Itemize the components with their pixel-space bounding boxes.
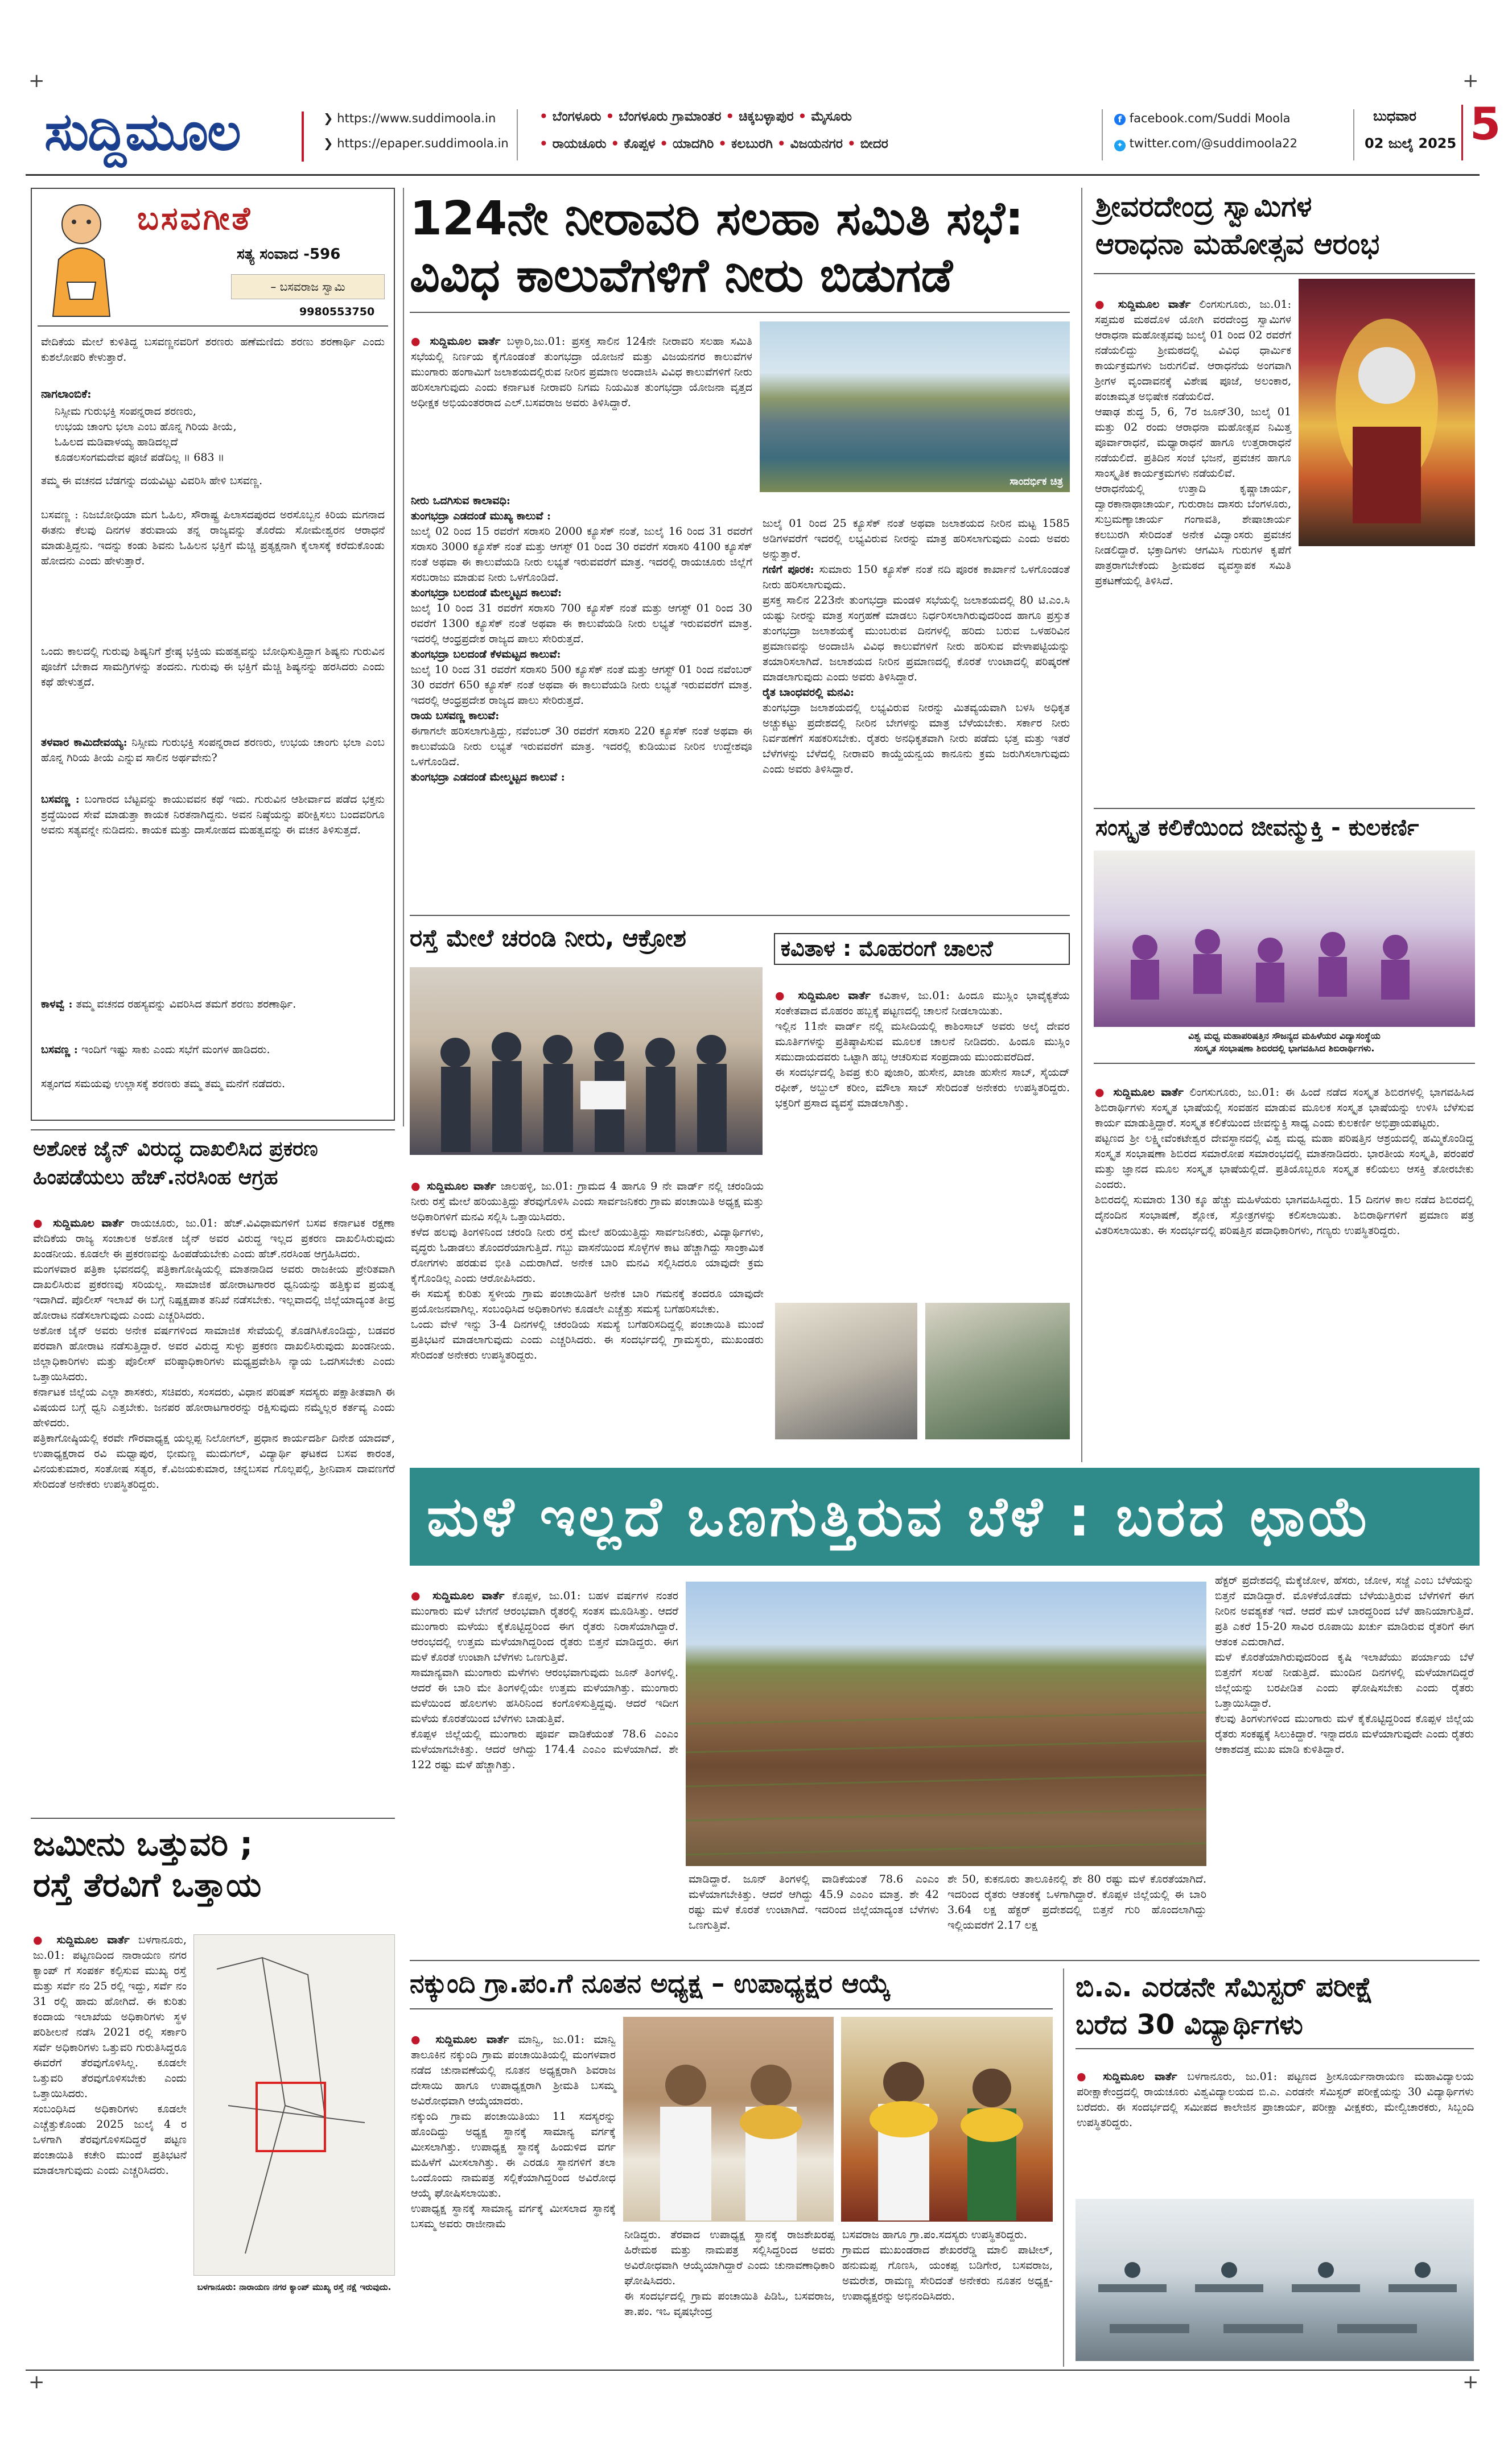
- canal-photo: [760, 321, 1070, 492]
- road-photo: [410, 967, 763, 1155]
- election-headline: ನಕ್ಕುಂದಿ ಗ್ರಾ.ಪಂ.ಗೆ ನೂತನ ಅಧ್ಯಕ್ಷ – ಉಪಾಧ್ಯಕ್ಷರ ಆಯ್ಕೆ: [410, 1968, 891, 1999]
- drought-banner: [410, 1468, 1480, 1566]
- chevron-right-icon: ❯: [323, 112, 337, 125]
- basava-reply: ಕಾಳವ್ವೆ : ತಮ್ಮ ವಚನದ ರಹಸ್ಯವನ್ನು ವಿವರಿಸಿದ ತಮಗೆ ಶರಣು ಶರಣಾರ್ಥಿ.: [41, 998, 296, 1010]
- irrigation-body-col2: ಜುಲೈ 01 ರಿಂದ 25 ಕ್ಯೂಸೆಕ್ ನಂತೆ ಅಥವಾ ಜಲಾಶಯದ ನೀರಿನ ಮಟ್ಟ 1585 ಅಡಿಗಳವರೆಗೆ ಇದರಲ್ಲಿ ಲಭ್ಯವಿರುವ ನೀರನ್ನು ಮಾತ್ರ ಹರಿಸಲಾಗುವುದು ಎಂದು ಅವರು ಅನ್ನುತ್ತಾರೆ. ಗಣಿಗೆ ಪೂರಕ: ಸುಮಾರು 150 ಕ್ಯೂಸೆಕ್ ನಂತೆ ನದಿ ಪೂರಕ ಕಾರ್ಖಾನೆ ಒಳಗೊಂಡಂತೆ ನೀರು ಹರಿಸಲಾಗುವುದು. ಪ್ರಸಕ್ತ ಸಾಲಿನ 223ನೇ ತುಂಗಭದ್ರಾ ಮಂಡಳಿ ಸಭೆಯಲ್ಲಿ ಜಲಾಶಯದಲ್ಲಿ 80 ಟಿ.ಎಂ.ಸಿ ಯಷ್ಟು ನೀರನ್ನು ಮಾತ್ರ ಸಂಗ್ರಹಣೆ ಮಾಡಲು ನಿರ್ಧರಿಸಲಾಗಿರುವುದರಿಂದ ಹಾಗೂ ಪ್ರಸ್ತುತ ತುಂಗಭದ್ರಾ ಜಲಾಶಯಕ್ಕೆ ಮುಂಬರುವ ದಿನಗಳಲ್ಲಿ ಹರಿದು ಬರುವ ಒಳಹರಿವಿನ ಪ್ರಮಾಣವನ್ನು ಅಂದಾಜಿಸಿ ವಿವಿಧ ಕಾಲುವೆಗಳಿಗೆ ನೀರು ಹರಿಸುವ ವೇಳಾಪಟ್ಟಿಯನ್ನು ತಯಾರಿಸಲಾಗಿದೆ. ಜಲಾಶಯದ ನೀರಿನ ಪ್ರಮಾಣದಲ್ಲಿ ಕೊರತೆ ಉಂಟಾದಲ್ಲಿ ಪರಿಷ್ಕರಣೆ ಮಾಡಲಾಗುವುದು ಎಂದು ಅವರು ತಿಳಿಸಿದ್ದಾರೆ. ರೈತ ಬಾಂಧವರಲ್ಲಿ ಮನವಿ: ತುಂಗಭದ್ರಾ ಜಲಾಶಯದಲ್ಲಿ ಲಭ್ಯವಿರುವ ನೀರನ್ನು ಮಿತವ್ಯಯವಾಗಿ ಬಳಸಿ ಅಧಿಕೃತ ಅಚ್ಚುಕಟ್ಟು ಪ್ರದೇಶದಲ್ಲಿ ನೀರಿನ ಬೇಗಳನ್ನು ಮಾತ್ರ ಬೆಳೆಯಬೇಕು. ಸರ್ಕಾರ ನೀರು ನಿರ್ವಹಣೆಗೆ ಸಹಕರಿಸಬೇಕು. ರೈತರು ಅನಧಿಕೃತವಾಗಿ ನೀರು ಪಡೆದು ಭತ್ತ ಮತ್ತು ಇತರೆ ಬೆಳೆಗಳನ್ನು ಬೆಳೆದಲ್ಲಿ ನೀರಾವರಿ ಕಾಯ್ದೆಯನ್ವಯ ಕಾನೂನು ಕ್ರಮ ಜರುಗಿಸಲಾಗುವುದು ಎಂದು ಅವರು ತಿಳಿಸಿದ್ದಾರೆ.: [763, 517, 1070, 775]
- basava-para1: ತಮ್ಮ ಈ ವಚನದ ಬೆಡಗನ್ನು ದಯವಿಟ್ಟು ವಿವರಿಸಿ ಹೇಳಿ ಬಸವಣ್ಣ.: [41, 474, 263, 487]
- irrigation-body-col1: ನೀರು ಒದಗಿಸುವ ಕಾಲಾವಧಿ: ತುಂಗಭದ್ರಾ ಎಡದಂಡೆ ಮುಖ್ಯ ಕಾಲುವೆ : ಜುಲೈ 02 ರಿಂದ 15 ರವರೆಗೆ ಸರಾಸರಿ 2000 ಕ್ಯೂಸೆಕ್ ನಂತೆ, ಜುಲೈ 16 ರಿಂದ 31 ರವರೆಗೆ ಸರಾಸರಿ 3000 ಕ್ಯೂಸೆಕ್ ನಂತೆ ಮತ್ತು ಆಗಸ್ಟ್ 01 ರಿಂದ 30 ರವರೆಗೆ ಸರಾಸರಿ 4100 ಕ್ಯೂಸೆಕ್ ನಂತೆ ಅಥವಾ ಈ ಕಾಲುವೆಯಡಿ ನೀರು ಲಭ್ಯತೆ ಇರುವವರೆಗೆ ಮಾತ್ರ. ಇದರಲ್ಲಿ ರಾಯಚೂರು ಜಿಲ್ಲೆಗೆ ಸರಬರಾಜು ಮಾಡುವ ನೀರು ಒಳಗೊಂಡಿದೆ. ತುಂಗಭದ್ರಾ ಬಲದಂಡೆ ಮೇಲ್ಮಟ್ಟದ ಕಾಲುವೆ: ಜುಲೈ 10 ರಿಂದ 31 ರವರೆಗೆ ಸರಾಸರಿ 700 ಕ್ಯೂಸೆಕ್ ನಂತೆ ಮತ್ತು ಆಗಸ್ಟ್ 01 ರಿಂದ 30 ರವರೆಗೆ 1300 ಕ್ಯೂಸೆಕ್ ನಂತೆ ಅಥವಾ ಈ ಕಾಲುವೆಯಡಿ ನೀರು ಲಭ್ಯತೆ ಇರುವವರೆಗೆ ಮಾತ್ರ. ಇದರಲ್ಲಿ ಆಂಧ್ರಪ್ರದೇಶ ರಾಜ್ಯದ ಪಾಲು ಸೇರಿರುತ್ತದೆ. ತುಂಗಭದ್ರಾ ಬಲದಂಡೆ ಕೆಳಮಟ್ಟದ ಕಾಲುವೆ: ಜುಲೈ 10 ರಿಂದ 31 ರವರೆಗೆ ಸರಾಸರಿ 500 ಕ್ಯೂಸೆಕ್ ನಂತೆ ಮತ್ತು ಆಗಸ್ಟ್ 01 ರಿಂದ ನವೆಂಬರ್ 30 ರವರೆಗೆ 650 ಕ್ಯೂಸೆಕ್ ನಂತೆ ಅಥವಾ ಈ ಕಾಲುವೆಯಡಿ ನೀರು ಲಭ್ಯತೆ ಇರುವವರೆಗೆ ಮಾತ್ರ. ಇದರಲ್ಲಿ ಆಂಧ್ರಪ್ರದೇಶ ರಾಜ್ಯದ ಪಾಲು ಸೇರಿರುತ್ತದೆ. ರಾಯ ಬಸವಣ್ಣ ಕಾಲುವೆ: ಈಗಾಗಲೇ ಹರಿಸಲಾಗುತ್ತಿದ್ದು, ನವೆಂಬರ್ 30 ರವರೆಗೆ ಸರಾಸರಿ 220 ಕ್ಯೂಸೆಕ್ ನಂತೆ ಅಥವಾ ಈ ಕಾಲುವೆಯಡಿ ನೀರು ಲಭ್ಯತೆ ಇರುವವರೆಗೆ ಮಾತ್ರ. ಇದರಲ್ಲಿ ಕುಡಿಯುವ ನೀರಿನ ಉದ್ದೇಶವೂ ಒಳಗೊಂಡಿದೆ. ತುಂಗಭದ್ರಾ ಎಡದಂಡೆ ಮೇಲ್ಮಟ್ಟದ ಕಾಲುವೆ :: [411, 494, 752, 783]
- election-photo-1: [623, 2017, 834, 2222]
- basava-question: ತಳವಾರ ಕಾಮಿದೇವಯ್ಯ: ನಿಸ್ಸೀಮ ಗುರುಭಕ್ತಿ ಸಂಪನ್ನರಾದ ಶರಣರು, ಉಭಯ ಚಾಂಗು ಭಲಾ ಎಂಬ ಹೊನ್ನ ಗಿರಿಯ ತೀಯೆ ಎನ್ನುವ ಸಾಲಿನ ಅರ್ಥವೇನು?: [41, 736, 385, 764]
- poetry-headline: ಕವಿತಾಳ : ಮೊಹರಂಗೆ ಚಾಲನೆ: [781, 936, 993, 961]
- poem-label: ನಾಗಲಾಂಬಿಕೆ:: [41, 387, 92, 401]
- drought-body-mid: ಮಾಡಿದ್ದಾರೆ. ಜೂನ್ ತಿಂಗಳಲ್ಲಿ ವಾಡಿಕೆಯಂತೆ 78.6 ಎಂಎಂ ಮಳೆಯಾಗಬೇಕಿತ್ತು. ಆದರೆ ಆಗಿದ್ದು 45.9 ಎಂಎಂ ಮಾತ್ರ. ಶೇ 42 ರಷ್ಟು ಮಳೆ ಕೊರತೆ ಉಂಟಾಗಿದೆ. ಇದರಿಂದ ಜಿಲ್ಲೆಯಾದ್ಯಂತ ಬೆಳೆಗಳು ಒಣಗುತ್ತಿವೆ.: [689, 1873, 939, 1931]
- basava-phone: 9980553750: [299, 306, 375, 318]
- drought-body-left: ● ಸುದ್ದಿಮೂಲ ವಾರ್ತೆ ಕೊಪ್ಪಳ, ಜು.01: ಬಹಳ ವರ್ಷಗಳ ನಂತರ ಮುಂಗಾರು ಮಳೆ ಬೇಗನೆ ಆರಂಭವಾಗಿ ರೈತರಲ್ಲಿ ಸಂತಸ ಮೂಡಿಸಿತ್ತು. ಆದರೆ ಮುಂಗಾರು ಮಳೆಯು ಕೈಕೊಟ್ಟಿದ್ದರಿಂದ ಈಗ ರೈತರು ನಿರಾಸೆಯಾಗಿದ್ದಾರೆ. ಆರಂಭದಲ್ಲಿ ಉತ್ತಮ ಮಳೆಯಾಗಿದ್ದರಿಂದ ರೈತರು ಬಿತ್ತನೆ ಮಾಡಿದ್ದರು. ಈಗ ಮಳೆ ಕೊರತೆ ಉಂಟಾಗಿ ಬೆಳೆಗಳು ಒಣಗುತ್ತಿವೆ. ಸಾಮಾನ್ಯವಾಗಿ ಮುಂಗಾರು ಮಳೆಗಳು ಆರಂಭವಾಗುವುದು ಜೂನ್ ತಿಂಗಳಲ್ಲಿ. ಆದರೆ ಈ ಬಾರಿ ಮೇ ತಿಂಗಳಲ್ಲಿಯೇ ಉತ್ತಮ ಮಳೆಯಾಗಿತ್ತು. ಮುಂಗಾರು ಮಳೆಯಿಂದ ಹೊಲಗಳು ಹಸಿರಿನಿಂದ ಕಂಗೊಳಿಸುತ್ತಿದ್ದವು. ಆದರೆ ಇದೀಗ ಮಳೆಯ ಕೊರತೆಯಿಂದ ಬೆಳೆಗಳು ಬಾಡುತ್ತಿವೆ. ಕೊಪ್ಪಳ ಜಿಲ್ಲೆಯಲ್ಲಿ ಮುಂಗಾರು ಪೂರ್ವ ವಾಡಿಕೆಯಂತೆ 78.6 ಎಂಎಂ ಮಳೆಯಾಗಬೇಕಿತ್ತು. ಆದರೆ ಆಗಿದ್ದು 174.4 ಎಂಎಂ ಮಳೆಯಾಗಿದೆ. ಶೇ 122 ರಷ್ಟು ಮಳೆ ಹೆಚ್ಚಾಗಿತ್ತು.: [411, 1590, 678, 1771]
- masthead-rule: [26, 174, 1480, 176]
- crop-mark: +: [1462, 2371, 1479, 2393]
- chevron-right-icon: ❯: [323, 137, 337, 150]
- irrigation-lead: ● ಸುದ್ದಿಮೂಲ ವಾರ್ತೆ ಬಳ್ಳಾರಿ,ಜು.01: ಪ್ರಸಕ್ತ ಸಾಲಿನ 124ನೇ ನೀರಾವರಿ ಸಲಹಾ ಸಮಿತಿ ಸಭೆಯಲ್ಲಿ ನಿರ್ಣಯ ಕೈಗೊಂಡಂತೆ ತುಂಗಭದ್ರಾ ಯೋಜನೆ ಮತ್ತು ವಿಜಯನಗರ ಕಾಲುವೆಗಳ ಮುಂಗಾರು ಹಂಗಾಮಿಗೆ ಜಲಾಶಯದಲ್ಲಿರುವ ನೀರಿನ ಪ್ರಮಾಣ ಅಂದಾಜಿಸಿ ವಿವಿಧ ಕಾಲುವೆಗಳಿಗೆ ನೀರು ಹರಿಸಲಾಗುವುದು ಎಂದು ಕರ್ನಾಟಕ ನೀರಾವರಿ ನಿಗಮ ನಿಯಮಿತ ತುಂಗಭದ್ರಾ ಯೋಜನಾ ವೃತ್ತದ ಅಧೀಕ್ಷಕ ಅಭಿಯಂತರರಾದ ಎಲ್.ಬಸವರಾಜ ಅವರು ತಿಳಿಸಿದ್ದಾರೆ.: [411, 335, 752, 409]
- cities-row-1: • ಬೆಂಗಳೂರು • ಬೆಂಗಳೂರು ಗ್ರಾಮಾಂತರ • ಚಿಕ್ಕಬಳ್ಳಾಪುರ • ಮೈಸೂರು: [539, 109, 852, 124]
- basava-poem: ನಿಸ್ಸೀಮ ಗುರುಭಕ್ತಿ ಸಂಪನ್ನರಾದ ಶರಣರು, ಉಭಯ ಚಾಂಗು ಭಲಾ ಎಂಬ ಹೊನ್ನ ಗಿರಿಯ ತೀಯೆ, ಓಹಿಲದ ಮಡಿವಾಳಯ್ಯ ಹಾಡಿದಲ್ಲದೆ ಕೂಡಲಸಂಗಮದೇವ ಪೂಜೆ ಪಡೆದಿಲ್ಲ ॥ 683 ॥: [55, 405, 237, 464]
- masthead-divider: [1102, 109, 1103, 160]
- election-body-right: ಬಸವರಾಜ ಹಾಗೂ ಗ್ರಾ.ಪಂ.ಸದಸ್ಯರು ಉಪಸ್ಥಿತರಿದ್ದರು. ಗ್ರಾಮದ ಮುಖಂಡರಾದ ಶೇಖರರೆಡ್ಡಿ ಮಾಲಿ ಪಾಟೀಲ್, ಹನುಮಪ್ಪ ಗೊಣಸಿ, ಯಂಕಪ್ಪ ಬಡಿಗೇರ, ಬಸವರಾಜ, ಅಮರೇಶ, ರಾಮಣ್ಣ ಸೇರಿದಂತೆ ಅನೇಕರು ನೂತನ ಅಧ್ಯಕ್ಷ-ಉಪಾಧ್ಯಕ್ಷರನ್ನು ಅಭಿನಂದಿಸಿದರು.: [842, 2228, 1053, 2302]
- masthead-divider: [1353, 109, 1354, 160]
- masthead-divider: [302, 112, 304, 162]
- basava-subtitle: ಸತ್ಯ ಸಂವಾದ -596: [237, 246, 341, 263]
- issue-day: ಬುಧವಾರ: [1373, 108, 1416, 124]
- basava-para3: ಒಂದು ಕಾಲದಲ್ಲಿ ಗುರುವು ಶಿಷ್ಯನಿಗೆ ಶ್ರೇಷ್ಠ ಭಕ್ತಿಯ ಮಹತ್ವವನ್ನು ಬೋಧಿಸುತ್ತಿದ್ದಾಗ ಶಿಷ್ಯನು ಗುರುವಿನ ಪೂಜೆಗೆ ಬೇಕಾದ ಸಾಮಗ್ರಿಗಳನ್ನು ತಂದನು. ಗುರುವು ಈ ಭಕ್ತಿಗೆ ಮೆಚ್ಚಿ ಶಿಷ್ಯನನ್ನು ಹರಸಿದರು ಎಂದು ಕಥೆ ಹೇಳುತ್ತದೆ.: [41, 645, 385, 688]
- sanskrit-photo: [1094, 851, 1475, 1027]
- election-photo-2: [841, 2017, 1053, 2222]
- road-body: ● ಸುದ್ದಿಮೂಲ ವಾರ್ತೆ ಜಾಲಹಳ್ಳಿ, ಜು.01: ಗ್ರಾಮದ 4 ಹಾಗೂ 9 ನೇ ವಾರ್ಡ್ ನಲ್ಲಿ ಚರಂಡಿಯ ನೀರು ರಸ್ತೆ ಮೇಲೆ ಹರಿಯುತ್ತಿದ್ದು ತೆರವುಗೊಳಿಸಿ ಎಂದು ಸಾರ್ವಜನಿಕರು ಗ್ರಾಮ ಪಂಚಾಯಿತಿ ಅಧ್ಯಕ್ಷ ಮತ್ತು ಅಧಿಕಾರಿಗಳಿಗೆ ಮನವಿ ಸಲ್ಲಿಸಿ ಒತ್ತಾಯಿಸಿದರು. ಕಳೆದ ಹಲವು ತಿಂಗಳಿನಿಂದ ಚರಂಡಿ ನೀರು ರಸ್ತೆ ಮೇಲೆ ಹರಿಯುತ್ತಿದ್ದು ಸಾರ್ವಜನಿಕರು, ವಿದ್ಯಾರ್ಥಿಗಳು, ವೃದ್ಧರು ಓಡಾಡಲು ತೊಂದರೆಯಾಗುತ್ತಿದೆ. ಗಬ್ಬು ವಾಸನೆಯಿಂದ ಸೊಳ್ಳೆಗಳ ಕಾಟ ಹೆಚ್ಚಾಗಿದ್ದು ಸಾಂಕ್ರಾಮಿಕ ರೋಗಗಳು ಹರಡುವ ಭೀತಿ ಎದುರಾಗಿದೆ. ಅನೇಕ ಬಾರಿ ಮನವಿ ಸಲ್ಲಿಸಿದರೂ ಯಾವುದೇ ಕ್ರಮ ಕೈಗೊಂಡಿಲ್ಲ ಎಂದು ಆರೋಪಿಸಿದರು. ಈ ಸಮಸ್ಯೆ ಕುರಿತು ಸ್ಥಳೀಯ ಗ್ರಾಮ ಪಂಚಾಯಿತಿಗೆ ಅನೇಕ ಬಾರಿ ಗಮನಕ್ಕೆ ತಂದರೂ ಯಾವುದೇ ಪ್ರಯೋಜನವಾಗಿಲ್ಲ. ಸಂಬಂಧಿಸಿದ ಅಧಿಕಾರಿಗಳು ಕೂಡಲೇ ಎಚ್ಚೆತ್ತು ಸಮಸ್ಯೆ ಬಗೆಹರಿಸಬೇಕು. ಒಂದು ವೇಳೆ ಇನ್ನು 3-4 ದಿನಗಳಲ್ಲಿ ಚರಂಡಿಯ ಸಮಸ್ಯೆ ಬಗೆಹರಿಸದಿದ್ದಲ್ಲಿ ಪಂಚಾಯಿತಿ ಮುಂದೆ ಪ್ರತಿಭಟನೆ ಮಾಡಲಾಗುವುದು ಎಂದು ಎಚ್ಚರಿಸಿದರು. ಈ ಸಂದರ್ಭದಲ್ಲಿ ಗ್ರಾಮಸ್ಥರು, ಮುಖಂಡರು ಸೇರಿದಂತೆ ಅನೇಕರು ಉಪಸ್ಥಿತರಿದ್ದರು.: [411, 1180, 764, 1361]
- basava-author: – ಬಸವರಾಜ ಸ್ವಾಮಿ: [231, 274, 385, 299]
- footer-rule: [26, 2370, 1480, 2371]
- road-headline: ರಸ್ತೆ ಮೇಲೆ ಚರಂಡಿ ನೀರು, ಆಕ್ರೋಶ: [410, 924, 686, 952]
- exam-hall-photo: [1076, 2199, 1474, 2361]
- exam-body: ● ಸುದ್ದಿಮೂಲ ವಾರ್ತೆ ಬಳಗಾನೂರು, ಜು.01: ಪಟ್ಟಣದ ಶ್ರೀಸೂರ್ಯನಾರಾಯಣ ಮಹಾವಿದ್ಯಾಲಯ ಪರೀಕ್ಷಾಕೇಂದ್ರದಲ್ಲಿ ರಾಯಚೂರು ವಿಶ್ವವಿದ್ಯಾಲಯದ ಬಿ.ಎ. ಎರಡನೇ ಸೆಮಿಸ್ಟರ್ ಪರೀಕ್ಷೆಯನ್ನು 30 ವಿದ್ಯಾರ್ಥಿಗಳು ಬರೆದರು. ಈ ಸಂದರ್ಭದಲ್ಲಿ ಸಮೀಪದ ಕಾಲೇಜಿನ ಪ್ರಾಚಾರ್ಯ, ಪರೀಕ್ಷಾ ವೀಕ್ಷಕರು, ಮೇಲ್ವಿಚಾರಕರು, ಸಿಬ್ಬಂದಿ ಉಪಸ್ಥಿತರಿದ್ದರು.: [1077, 2070, 1474, 2129]
- election-body-mid: ನೀಡಿದ್ದರು. ತೆರವಾದ ಉಪಾಧ್ಯಕ್ಷ ಸ್ಥಾನಕ್ಕೆ ರಾಜಶೇಖರಪ್ಪ ಹಿರೇಮಠ ಮತ್ತು ನಾಮಪತ್ರ ಸಲ್ಲಿಸಿದ್ದರಿಂದ ಅವರು ಅವಿರೋಧವಾಗಿ ಆಯ್ಕೆಯಾಗಿದ್ದಾರೆ ಎಂದು ಚುನಾವಣಾಧಿಕಾರಿ ಘೋಷಿಸಿದರು. ಈ ಸಂದರ್ಭದಲ್ಲಿ ಗ್ರಾಮ ಪಂಚಾಯಿತಿ ಪಿಡಿಓ, ಬಸವರಾಜ, ತಾ.ಪಂ. ಇಒ ವೃಷಭೇಂದ್ರ: [624, 2228, 835, 2318]
- sanskrit-caption: ವಿಶ್ವ ಮಧ್ವ ಮಹಾಪರಿಷತ್ತಿನ ಸೌಜನ್ಯದ ಮಹಿಳೆಯರ ವಿದ್ಯಾಸಂಸ್ಥೆಯ ಸಂಸ್ಕೃತ ಸಂಭಾಷಣಾ ಶಿಬಿರದಲ್ಲಿ ಭಾಗವಹಿಸಿದ ಶಿಬಿರಾರ್ಥಿಗಳು.: [1188, 1030, 1381, 1054]
- saint-illustration: [39, 197, 124, 322]
- masthead: [44, 99, 1501, 170]
- facebook-link[interactable]: f facebook.com/Suddi Moola: [1114, 112, 1291, 125]
- sanskrit-headline: ಸಂಸ್ಕೃತ ಕಲಿಕೆಯಿಂದ ಜೀವನ್ಮುಕ್ತಿ - ಕುಲಕರ್ಣಿ: [1095, 815, 1419, 841]
- twitter-icon: ✦: [1114, 140, 1126, 151]
- cities-row-2: • ರಾಯಚೂರು • ಕೊಪ್ಪಳ • ಯಾದಗಿರಿ • ಕಲಬುರಗಿ • ವಿಜಯನಗರ • ಬೀದರ: [539, 137, 888, 151]
- facebook-icon: f: [1114, 114, 1126, 125]
- poetry-headline-box: [774, 933, 1070, 965]
- photo-credit: ಸಾಂದರ್ಭಿಕ ಚಿತ್ರ: [1010, 476, 1063, 488]
- swamiji-body: ● ಸುದ್ದಿಮೂಲ ವಾರ್ತೆ ಲಿಂಗಸುಗೂರು, ಜು.01: ಸಪ್ತಮಠ ಮಠದೊಳ ಯೋಗಿ ವರದೇಂದ್ರ ಸ್ವಾಮಿಗಳ ಆರಾಧನಾ ಮಹೋತ್ಸವವು ಜುಲೈ 01 ರಿಂದ 02 ರವರೆಗೆ ನಡೆಯಲಿದ್ದು ಶ್ರೀಮಠದಲ್ಲಿ ವಿವಿಧ ಧಾರ್ಮಿಕ ಕಾರ್ಯಕ್ರಮಗಳು ಜರುಗಲಿವೆ. ಆರಾಧನೆಯ ಅಂಗವಾಗಿ ಶ್ರೀಗಳ ವೃಂದಾವನಕ್ಕೆ ವಿಶೇಷ ಪೂಜೆ, ಅಲಂಕಾರ, ಪಂಚಾಮೃತ ಅಭಿಷೇಕ ನಡೆಯಲಿದೆ. ಆಷಾಢ ಶುದ್ಧ 5, 6, 7ರ ಜೂನ್30, ಜುಲೈ 01 ಮತ್ತು 02 ರಂದು ಆರಾಧನಾ ಮಹೋತ್ಸವ ನಿಮಿತ್ತ ಪೂರ್ವಾರಾಧನೆ, ಮಧ್ಯಾರಾಧನೆ ಹಾಗೂ ಉತ್ತರಾರಾಧನೆ ನಡೆಯಲಿದೆ. ಪ್ರತಿದಿನ ಸಂಜೆ ಭಜನೆ, ಪ್ರವಚನ ಹಾಗೂ ಸಾಂಸ್ಕೃತಿಕ ಕಾರ್ಯಕ್ರಮಗಳು ನಡೆಯಲಿವೆ. ಆರಾಧನೆಯಲ್ಲಿ ಉತ್ತಾದಿ ಕೃಷ್ಣಾಚಾರ್ಯ, ದ್ವಾರಕಾನಾಥಾಚಾರ್ಯ, ಗುರುರಾಜ ದಾಸರು ಬೆಂಗಳೂರು, ಸುಬ್ರಮಣ್ಯಾಚಾರ್ಯ ಗಂಗಾವತಿ, ಶೇಷಾಚಾರ್ಯ ಕಲಬುರಗಿ ಸೇರಿದಂತೆ ಅನೇಕ ವಿದ್ವಾಂಸರು ಪ್ರವಚನ ನೀಡಲಿದ್ದಾರೆ. ಭಕ್ತಾದಿಗಳು ಆಗಮಿಸಿ ಗುರುಗಳ ಕೃಪೆಗೆ ಪಾತ್ರರಾಗಬೇಕೆಂದು ಶ್ರೀಮಠದ ವ್ಯವಸ್ಥಾಪಕ ಸಮಿತಿ ಪ್ರಕಟಣೆಯಲ್ಲಿ ತಿಳಿಸಿದೆ.: [1095, 298, 1291, 587]
- basava-para2: ಬಸವಣ್ಣ : ನಿಜಬೋಧಿಯಾ ಮಗ ಓಹಿಲ, ಸೌರಾಷ್ಟ್ರ ಪಿಲಾಸದಪುರದ ಅರಸೊಬ್ಬನ ಕಿರಿಯ ಮಗನಾದ ಈತನು ಕೆಲವು ದಿನಗಳ ತರುವಾಯ ತನ್ನ ರಾಜ್ಯವನ್ನು ತೊರೆದು ಸೋಮೇಶ್ವರನ ಆರಾಧನೆ ಮಾಡುತ್ತಿದ್ದನು. ಇದನ್ನು ಕಂಡು ಶಿವನು ಓಹಿಲನ ಭಕ್ತಿಗೆ ಮೆಚ್ಚಿ ಪ್ರತ್ಯಕ್ಷನಾಗಿ ಕೈಲಾಸಕ್ಕೆ ಕರೆದುಕೊಂಡು ಹೋದನು ಎಂದು ಹೇಳುತ್ತಾರೆ.: [41, 509, 385, 567]
- basava-close: ಬಸವಣ್ಣ : ಇಂದಿಗೆ ಇಷ್ಟು ಸಾಕು ಎಂದು ಸಭೆಗೆ ಮಂಗಳ ಹಾಡಿದರು.: [41, 1043, 270, 1056]
- masthead-divider: [1461, 105, 1463, 160]
- drought-field-photo: [686, 1582, 1206, 1866]
- swamiji-photo: [1299, 279, 1475, 546]
- drought-body-mid2: ಶೇ 50, ಕುಕನೂರು ತಾಲೂಕಿನಲ್ಲಿ ಶೇ 80 ರಷ್ಟು ಮಳೆ ಕೊರತೆಯಾಗಿದೆ. ಇದರಿಂದ ರೈತರು ಆತಂಕಕ್ಕೆ ಒಳಗಾಗಿದ್ದಾರೆ. ಕೊಪ್ಪಳ ಜಿಲ್ಲೆಯಲ್ಲಿ ಈ ಬಾರಿ 3.64 ಲಕ್ಷ ಹೆಕ್ಟರ್ ಪ್ರದೇಶದಲ್ಲಿ ಬಿತ್ತನೆ ಗುರಿ ಹೊಂದಲಾಗಿದ್ದು ಇಲ್ಲಿಯವರೆಗೆ 2.17 ಲಕ್ಷ: [947, 1873, 1206, 1931]
- basava-close2: ಸತ್ಸಂಗದ ಸಮಯವು ಉಲ್ಲಾಸಕ್ಕೆ ಶರಣರು ತಮ್ಮ ತಮ್ಮ ಮನೆಗೆ ನಡೆದರು.: [41, 1078, 286, 1090]
- ashok-body: ● ಸುದ್ದಿಮೂಲ ವಾರ್ತೆ ರಾಯಚೂರು, ಜು.01: ಹೆಚ್.ವಿವಿಧಾಮಗಳಿಗೆ ಬಸವ ಕರ್ನಾಟಕ ರಕ್ಷಣಾ ವೇದಿಕೆಯ ರಾಜ್ಯ ಸಂಚಾಲಕ ಅಶೋಕ ಜೈನ್ ಅವರ ವಿರುದ್ಧ ಇಲ್ಲದ ಪ್ರಕರಣ ದಾಖಲಿಸಿರುವುದು ಖಂಡನೀಯ. ಕೂಡಲೇ ಈ ಪ್ರಕರಣವನ್ನು ಹಿಂಪಡೆಯಬೇಕು ಎಂದು ಹೆಚ್.ನರಸಿಂಹ ಆಗ್ರಹಿಸಿದರು. ಮಂಗಳವಾರ ಪತ್ರಿಕಾ ಭವನದಲ್ಲಿ ಪತ್ರಿಕಾಗೋಷ್ಠಿಯಲ್ಲಿ ಮಾತನಾಡಿದ ಅವರು ರಾಜಕೀಯ ಪ್ರೇರಿತವಾಗಿ ದಾಖಲಿಸಿರುವ ಪ್ರಕರಣವು ಸರಿಯಲ್ಲ. ಸಾಮಾಜಿಕ ಹೋರಾಟಗಾರರ ಧ್ವನಿಯನ್ನು ಹತ್ತಿಕ್ಕುವ ಪ್ರಯತ್ನ ಇದಾಗಿದೆ. ಪೊಲೀಸ್ ಇಲಾಖೆ ಈ ಬಗ್ಗೆ ನಿಷ್ಪಕ್ಷಪಾತ ತನಿಖೆ ನಡೆಸಬೇಕು. ಇಲ್ಲವಾದಲ್ಲಿ ಜಿಲ್ಲೆಯಾದ್ಯಂತ ತೀವ್ರ ಹೋರಾಟ ನಡೆಸಲಾಗುವುದು ಎಂದು ಎಚ್ಚರಿಸಿದರು. ಅಶೋಕ ಜೈನ್ ಅವರು ಅನೇಕ ವರ್ಷಗಳಿಂದ ಸಾಮಾಜಿಕ ಸೇವೆಯಲ್ಲಿ ತೊಡಗಿಸಿಕೊಂಡಿದ್ದು, ಬಡವರ ಪರವಾಗಿ ಹೋರಾಟ ನಡೆಸುತ್ತಿದ್ದಾರೆ. ಅವರ ವಿರುದ್ಧ ಸುಳ್ಳು ಪ್ರಕರಣ ದಾಖಲಿಸಿರುವುದು ಖಂಡನೀಯ. ಜಿಲ್ಲಾಧಿಕಾರಿಗಳು ಮತ್ತು ಪೊಲೀಸ್ ವರಿಷ್ಠಾಧಿಕಾರಿಗಳು ಮಧ್ಯಪ್ರವೇಶಿಸಿ ನ್ಯಾಯ ಒದಗಿಸಬೇಕು ಎಂದು ಒತ್ತಾಯಿಸಿದರು. ಕರ್ನಾಟಕ ಜಿಲ್ಲೆಯ ಎಲ್ಲಾ ಶಾಸಕರು, ಸಚಿವರು, ಸಂಸದರು, ವಿಧಾನ ಪರಿಷತ್ ಸದಸ್ಯರು ಪಕ್ಷಾತೀತವಾಗಿ ಈ ವಿಷಯದ ಬಗ್ಗೆ ಧ್ವನಿ ಎತ್ತಬೇಕು. ಜನಪರ ಹೋರಾಟಗಾರರನ್ನು ರಕ್ಷಿಸುವುದು ನಮ್ಮೆಲ್ಲರ ಕರ್ತವ್ಯ ಎಂದು ಹೇಳಿದರು. ಪತ್ರಿಕಾಗೋಷ್ಠಿಯಲ್ಲಿ ಕರವೇ ಗೌರವಾಧ್ಯಕ್ಷ ಯಲ್ಲಪ್ಪ ನಿಲೋಗಲ್, ಪ್ರಧಾನ ಕಾರ್ಯದರ್ಶಿ ದಿನೇಶ ಯಾದವ್, ಉಪಾಧ್ಯಕ್ಷರಾದ ರವಿ ಮಧ್ವಾಪುರ, ಭೀಮಣ್ಣ ಮುದುಗಲ್, ವಿದ್ಯಾರ್ಥಿ ಘಟಕದ ಬಸವ ಕಾರಂತ, ವಿನಯಕುಮಾರ, ಸಂತೋಷ ಸತ್ಯರ, ಕೆ.ವಿಜಯಕುಮಾರ, ಚನ್ನಬಸವ ಗೊಲ್ಲಪಲ್ಲಿ, ಶ್ರೀನಿವಾಸ ದಾವಣಗೆರೆ ಸೇರಿದಂತೆ ಅನೇಕರು ಉಪಸ್ಥಿತರಿದ್ದರು.: [33, 1217, 395, 1491]
- basava-geethe-box: [31, 188, 395, 1121]
- moharram-photo-2: [925, 1303, 1070, 1439]
- irrigation-headline: 124ನೇ ನೀರಾವರಿ ಸಲಹಾ ಸಮಿತಿ ಸಭೆ: ವಿವಿಧ ಕಾಲುವೆಗಳಿಗೆ ನೀರು ಬಿಡುಗಡೆ: [410, 192, 1024, 303]
- crop-mark: +: [1462, 69, 1479, 92]
- epaper-link[interactable]: ❯ https://epaper.suddimoola.in: [323, 137, 509, 150]
- sanskrit-body: ● ಸುದ್ದಿಮೂಲ ವಾರ್ತೆ ಲಿಂಗಸುಗೂರು, ಜು.01: ಈ ಹಿಂದೆ ನಡೆದ ಸಂಸ್ಕೃತ ಶಿಬಿರಗಳಲ್ಲಿ ಭಾಗವಹಿಸಿದ ಶಿಬಿರಾರ್ಥಿಗಳು ಸಂಸ್ಕೃತ ಭಾಷೆಯಲ್ಲಿ ಸಂವಹನ ಮಾಡುವ ಮೂಲಕ ಸಂಸ್ಕೃತ ಭಾಷೆಯನ್ನು ಉಳಿಸಿ ಬೆಳೆಸುವ ಕಾರ್ಯ ಮಾಡುತ್ತಿದ್ದಾರೆ. ಸಂಸ್ಕೃತ ಕಲಿಕೆಯಿಂದ ಜೀವನ್ಮುಕ್ತಿ ಸಾಧ್ಯ ಎಂದು ಕುಲಕರ್ಣಿ ಅಭಿಪ್ರಾಯಪಟ್ಟರು. ಪಟ್ಟಣದ ಶ್ರೀ ಲಕ್ಷ್ಮೀವೆಂಕಟೇಶ್ವರ ದೇವಸ್ಥಾನದಲ್ಲಿ ವಿಶ್ವ ಮಧ್ವ ಮಹಾ ಪರಿಷತ್ತಿನ ಆಶ್ರಯದಲ್ಲಿ ಹಮ್ಮಿಕೊಂಡಿದ್ದ ಸಂಸ್ಕೃತ ಸಂಭಾಷಣಾ ಶಿಬಿರದ ಸಮಾರೋಪ ಸಮಾರಂಭದಲ್ಲಿ ಮಾತನಾಡಿದರು. ಭಾರತೀಯ ಸಂಸ್ಕೃತಿ, ಪರಂಪರೆ ಮತ್ತು ಜ್ಞಾನದ ಮೂಲ ಸಂಸ್ಕೃತ ಭಾಷೆಯಲ್ಲಿದೆ. ಪ್ರತಿಯೊಬ್ಬರೂ ಸಂಸ್ಕೃತ ಕಲಿಯಲು ಆಸಕ್ತಿ ತೋರಬೇಕು ಎಂದರು. ಶಿಬಿರದಲ್ಲಿ ಸುಮಾರು 130 ಕ್ಕೂ ಹೆಚ್ಚು ಮಹಿಳೆಯರು ಭಾಗವಹಿಸಿದ್ದರು. 15 ದಿನಗಳ ಕಾಲ ನಡೆದ ಶಿಬಿರದಲ್ಲಿ ದೈನಂದಿನ ಸಂಭಾಷಣೆ, ಶ್ಲೋಕ, ಸ್ತೋತ್ರಗಳನ್ನು ಕಲಿಸಲಾಯಿತು. ಶಿಬಿರಾರ್ಥಿಗಳಿಗೆ ಪ್ರಮಾಣ ಪತ್ರ ವಿತರಿಸಲಾಯಿತು. ಈ ಸಂದರ್ಭದಲ್ಲಿ ಪರಿಷತ್ತಿನ ಪದಾಧಿಕಾರಿಗಳು, ಗಣ್ಯರು ಉಪಸ್ಥಿತರಿದ್ದರು.: [1095, 1086, 1474, 1237]
- ashok-headline: ಅಶೋಕ ಜೈನ್ ವಿರುದ್ಧ ದಾಖಲಿಸಿದ ಪ್ರಕರಣ ಹಿಂಪಡೆಯಲು ಹೆಚ್.ನರಸಿಂಹ ಆಗ್ರಹ: [33, 1137, 318, 1189]
- land-caption: ಬಳಗಾನೂರು: ನಾರಾಯಣ ನಗರ ಕ್ಯಾಂಪ್ ಮುಖ್ಯ ರಸ್ತೆ ನಕ್ಷೆ ಇರುವುದು.: [197, 2282, 392, 2292]
- drought-body-right: ಹೆಕ್ಟರ್ ಪ್ರದೇಶದಲ್ಲಿ ಮೆಕ್ಕೆಜೋಳ, ಹೆಸರು, ಜೋಳ, ಸಜ್ಜೆ ಎಂಬ ಬೆಳೆಯನ್ನು ಬಿತ್ತನೆ ಮಾಡಿದ್ದಾರೆ. ಮೊಳಕೆಯೊಡೆದು ಬೆಳೆಯುತ್ತಿರುವ ಬೆಳೆಗಳಿಗೆ ಈಗ ನೀರಿನ ಅವಶ್ಯಕತೆ ಇದೆ. ಆದರೆ ಮಳೆ ಬಾರದ್ದರಿಂದ ಬೆಳೆ ಹಾನಿಯಾಗುತ್ತಿದೆ. ಪ್ರತಿ ಎಕರೆ 15-20 ಸಾವಿರ ರೂಪಾಯಿ ಖರ್ಚು ಮಾಡಿರುವ ರೈತರಿಗೆ ಈಗ ಆತಂಕ ಎದುರಾಗಿದೆ. ಮಳೆ ಕೊರತೆಯಾಗಿರುವುದರಿಂದ ಕೃಷಿ ಇಲಾಖೆಯು ಪರ್ಯಾಯ ಬೆಳೆ ಬಿತ್ತನೆಗೆ ಸಲಹೆ ನೀಡುತ್ತಿದೆ. ಮುಂದಿನ ದಿನಗಳಲ್ಲಿ ಮಳೆಯಾಗದಿದ್ದರೆ ಜಿಲ್ಲೆಯನ್ನು ಬರಪೀಡಿತ ಎಂದು ಘೋಷಿಸಬೇಕು ಎಂದು ರೈತರು ಒತ್ತಾಯಿಸಿದ್ದಾರೆ. ಕೆಲವು ತಿಂಗಳುಗಳಿಂದ ಮುಂಗಾರು ಮಳೆ ಕೈಕೊಟ್ಟಿದ್ದರಿಂದ ಕೊಪ್ಪಳ ಜಿಲ್ಲೆಯ ರೈತರು ಸಂಕಷ್ಟಕ್ಕೆ ಸಿಲುಕಿದ್ದಾರೆ. ಇನ್ನಾದರೂ ಮಳೆಯಾಗುವುದೇ ಎಂದು ರೈತರು ಆಕಾಶದತ್ತ ಮುಖ ಮಾಡಿ ಕುಳಿತಿದ್ದಾರೆ.: [1215, 1574, 1474, 1756]
- election-body-left: ● ಸುದ್ದಿಮೂಲ ವಾರ್ತೆ ಮಾನ್ವಿ, ಜು.01: ಮಾನ್ವಿ ತಾಲೂಕಿನ ನಕ್ಕುಂದಿ ಗ್ರಾಮ ಪಂಚಾಯಿತಿಯಲ್ಲಿ ಮಂಗಳವಾರ ನಡೆದ ಚುನಾವಣೆಯಲ್ಲಿ ನೂತನ ಅಧ್ಯಕ್ಷರಾಗಿ ಶಿವರಾಜ ದೇಸಾಯಿ ಹಾಗೂ ಉಪಾಧ್ಯಕ್ಷರಾಗಿ ಶ್ರೀಮತಿ ಬಸಮ್ಮ ಅವಿರೋಧವಾಗಿ ಆಯ್ಕೆಯಾದರು. ನಕ್ಕುಂದಿ ಗ್ರಾಮ ಪಂಚಾಯಿತಿಯು 11 ಸದಸ್ಯರನ್ನು ಹೊಂದಿದ್ದು ಅಧ್ಯಕ್ಷ ಸ್ಥಾನಕ್ಕೆ ಸಾಮಾನ್ಯ ವರ್ಗಕ್ಕೆ ಮೀಸಲಾಗಿತ್ತು. ಉಪಾಧ್ಯಕ್ಷ ಸ್ಥಾನಕ್ಕೆ ಹಿಂದುಳಿದ ವರ್ಗ ಮಹಿಳೆಗೆ ಮೀಸಲಾಗಿತ್ತು. ಈ ಎರಡೂ ಸ್ಥಾನಗಳಿಗೆ ತಲಾ ಒಂದೊಂದು ನಾಮಪತ್ರ ಸಲ್ಲಿಕೆಯಾಗಿದ್ದರಿಂದ ಅವಿರೋಧ ಆಯ್ಕೆ ಘೋಷಿಸಲಾಯಿತು. ಉಪಾಧ್ಯಕ್ಷ ಸ್ಥಾನಕ್ಕೆ ಸಾಮಾನ್ಯ ವರ್ಗಕ್ಕೆ ಮೀಸಲಾದ ಸ್ಥಾನಕ್ಕೆ ಬಸಮ್ಮ ಅವರು ರಾಜೀನಾಮೆ: [411, 2033, 616, 2230]
- land-body: ● ಸುದ್ದಿಮೂಲ ವಾರ್ತೆ ಬಳಗಾನೂರು, ಜು.01: ಪಟ್ಟಣದಿಂದ ನಾರಾಯಣ ನಗರ ಕ್ಯಾಂಪ್ ಗೆ ಸಂಪರ್ಕ ಕಲ್ಪಿಸುವ ಮುಖ್ಯ ರಸ್ತೆ ಮತ್ತು ಸರ್ವೆ ನಂ 25 ರಲ್ಲಿ ಇದ್ದು, ಸರ್ವೆ ನಂ 31 ರಲ್ಲಿ ಹಾದು ಹೋಗಿದೆ. ಈ ಕುರಿತು ಕಂದಾಯ ಇಲಾಖೆಯ ಅಧಿಕಾರಿಗಳು ಸ್ಥಳ ಪರಿಶೀಲನೆ ನಡೆಸಿ 2021 ರಲ್ಲಿ ಸರ್ಕಾರಿ ಸರ್ವೆ ಅಧಿಕಾರಿಗಳು ಒತ್ತುವರಿ ಗುರುತಿಸಿದ್ದರೂ ಈವರೆಗೆ ತೆರವುಗೊಳಿಸಿಲ್ಲ. ಕೂಡಲೇ ಒತ್ತುವರಿ ತೆರವುಗೊಳಿಸಬೇಕು ಎಂದು ಒತ್ತಾಯಿಸಿದರು. ಸಂಬಂಧಿಸಿದ ಅಧಿಕಾರಿಗಳು ಕೂಡಲೇ ಎಚ್ಚೆತ್ತುಕೊಂಡು 2025 ಜುಲೈ 4 ರ ಒಳಗಾಗಿ ತೆರವುಗೊಳಿಸದಿದ್ದರೆ ಪಟ್ಟಣ ಪಂಚಾಯಿತಿ ಕಚೇರಿ ಮುಂದೆ ಪ್ರತಿಭಟನೆ ಮಾಡಲಾಗುವುದು ಎಂದು ಎಚ್ಚರಿಸಿದರು.: [33, 1934, 187, 2177]
- masthead-logo: ಸುದ್ದಿಮೂಲ: [44, 101, 240, 162]
- moharram-photo-1: [775, 1303, 917, 1439]
- land-headline: ಜಮೀನು ಒತ್ತುವರಿ ; ರಸ್ತೆ ತೆರವಿಗೆ ಒತ್ತಾಯ: [33, 1825, 262, 1904]
- website-link[interactable]: ❯ https://www.suddimoola.in: [323, 112, 496, 125]
- masthead-divider: [517, 109, 518, 160]
- exam-headline: ಬಿ.ಎ. ಎರಡನೇ ಸೆಮಿಸ್ಟರ್ ಪರೀಕ್ಷೆ ಬರೆದ 30 ವಿದ್ಯಾರ್ಥಿಗಳು: [1076, 1971, 1373, 2041]
- basava-intro: ವೇದಿಕೆಯ ಮೇಲೆ ಕುಳಿತಿದ್ದ ಬಸವಣ್ಣನವರಿಗೆ ಶರಣರು ಹಣೆಮಣಿದು ಶರಣು ಶರಣಾರ್ಥಿ ಎಂದು ಕುಶಲೋಪರಿ ಕೇಳುತ್ತಾರೆ.: [41, 336, 385, 364]
- issue-date: 02 ಜುಲೈ 2025: [1365, 135, 1457, 151]
- drought-headline: ಮಳೆ ಇಲ್ಲದೆ ಒಣಗುತ್ತಿರುವ ಬೆಳೆ : ಬರದ ಛಾಯೆ: [427, 1485, 1373, 1549]
- page-number: 5: [1470, 99, 1501, 150]
- poetry-body: ● ಸುದ್ದಿಮೂಲ ವಾರ್ತೆ ಕವಿತಾಳ, ಜು.01: ಹಿಂದೂ ಮುಸ್ಲಿಂ ಭಾವೈಕ್ಯತೆಯ ಸಂಕೇತವಾದ ಮೊಹರಂ ಹಬ್ಬಕ್ಕೆ ಪಟ್ಟಣದಲ್ಲಿ ಚಾಲನೆ ನೀಡಲಾಯಿತು. ಇಲ್ಲಿನ 11ನೇ ವಾರ್ಡ್ ನಲ್ಲಿ ಮಸೀದಿಯಲ್ಲಿ ಕಾಶಿಂಸಾಬ್ ಅವರು ಅಲೈ ದೇವರ ಮೂರ್ತಿಗಳನ್ನು ಪ್ರತಿಷ್ಠಾಪಿಸುವ ಮೂಲಕ ಚಾಲನೆ ನೀಡಿದರು. ಹಿಂದೂ ಮುಸ್ಲಿಂ ಸಮುದಾಯದವರು ಒಟ್ಟಾಗಿ ಹಬ್ಬ ಆಚರಿಸುವ ಸಂಪ್ರದಾಯ ಮುಂದುವರೆದಿದೆ. ಈ ಸಂದರ್ಭದಲ್ಲಿ ಶಿವಪ್ರ ಕುರಿ ಪುಜಾರಿ, ಹುಸೇನ, ಖಾಜಾ ಹುಸೇನ ಸಾಬ್, ಸೈಯದ್ ರಫೀಕ್, ಅಬ್ದುಲ್ ಕರೀಂ, ಮೌಲಾ ಸಾಬ್ ಸೇರಿದಂತೆ ಅನೇಕರು ಉಪಸ್ಥಿತರಿದ್ದರು. ಭಕ್ತರಿಗೆ ಪ್ರಸಾದ ವ್ಯವಸ್ಥೆ ಮಾಡಲಾಗಿತ್ತು.: [775, 989, 1070, 1109]
- crop-mark: +: [28, 69, 45, 92]
- land-map-photo: [193, 1934, 395, 2276]
- basava-title: ಬಸವಗೀತೆ: [137, 200, 253, 237]
- swamiji-headline: ಶ್ರೀವರದೇಂದ್ರ ಸ್ವಾಮಿಗಳ ಆರಾಧನಾ ಮಹೋತ್ಸವ ಆರಂಭ: [1095, 190, 1380, 261]
- basava-answer: ಬಸವಣ್ಣ : ಬಂಗಾರದ ಬೆಟ್ಟವನ್ನು ಕಾಯುವವನ ಕಥೆ ಇದು. ಗುರುವಿನ ಆಶೀರ್ವಾದ ಪಡೆದ ಭಕ್ತನು ಶ್ರದ್ಧೆಯಿಂದ ಸೇವೆ ಮಾಡುತ್ತಾ ಕಾಯಕ ನಿರತನಾಗಿದ್ದನು. ಅವನ ನಿಷ್ಠೆಯನ್ನು ಪರೀಕ್ಷಿಸಲು ಬಂದವರಿಗೂ ಅವನು ಸತ್ಯವನ್ನೇ ನುಡಿದನು. ಕಾಯಕ ಮತ್ತು ದಾಸೋಹದ ಮಹತ್ವವನ್ನು ಈ ವಚನ ತಿಳಿಸುತ್ತದೆ.: [41, 793, 385, 836]
- twitter-link[interactable]: ✦ twitter.com/@suddimoola22: [1114, 137, 1297, 151]
- crop-mark: +: [28, 2371, 45, 2393]
